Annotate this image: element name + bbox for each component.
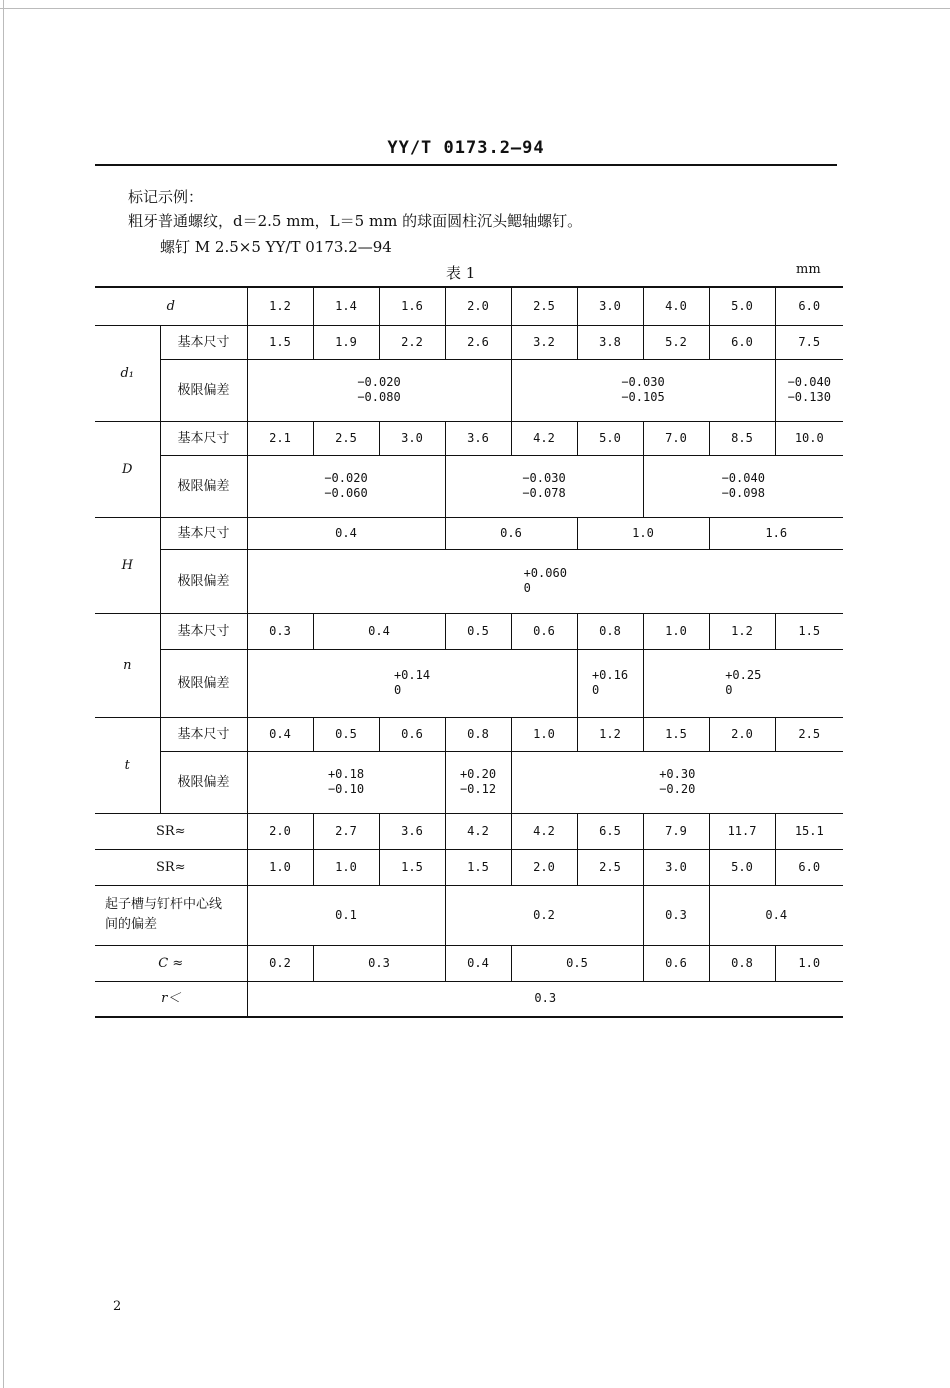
table-row [95, 359, 843, 421]
offset-value: 0.4 [709, 885, 843, 945]
d1-basic: 2.2 [379, 325, 445, 359]
table-row [95, 517, 843, 549]
D-basic: 3.6 [445, 421, 511, 455]
d-value: 4.0 [643, 287, 709, 325]
sr-value: 15.1 [775, 813, 843, 849]
n-basic: 1.2 [709, 613, 775, 649]
D-basic: 5.0 [577, 421, 643, 455]
row-label-d: d [95, 287, 247, 325]
example-description: 粗牙普通螺纹，d＝2.5 mm，L＝5 mm 的球面圆柱沉头鳃轴螺钉。 [128, 212, 583, 230]
C-value: 0.2 [247, 945, 313, 981]
C-value: 0.5 [511, 945, 643, 981]
sr-value: 6.5 [577, 813, 643, 849]
d-value: 1.2 [247, 287, 313, 325]
table-row [95, 613, 843, 649]
d-value: 1.4 [313, 287, 379, 325]
D-basic: 8.5 [709, 421, 775, 455]
t-basic: 1.2 [577, 717, 643, 751]
table-row [95, 287, 843, 325]
n-basic: 1.0 [643, 613, 709, 649]
table-row [95, 981, 843, 1017]
t-tolerance: +0.18 −0.10 [247, 751, 445, 813]
example-designation: 螺钉 M 2.5×5 YY/T 0173.2—94 [160, 238, 392, 256]
row-label-n: n [95, 613, 160, 717]
row-label-t: t [95, 717, 160, 813]
page-number: 2 [113, 1299, 122, 1314]
n-tolerance: +0.16 0 [577, 649, 643, 717]
d-value: 5.0 [709, 287, 775, 325]
C-value: 1.0 [775, 945, 843, 981]
sr-value: 7.9 [643, 813, 709, 849]
n-basic: 0.8 [577, 613, 643, 649]
sr-value: 11.7 [709, 813, 775, 849]
sr-value: 1.5 [379, 849, 445, 885]
n-basic: 0.6 [511, 613, 577, 649]
d1-tolerance: −0.020 −0.080 [247, 359, 511, 421]
C-value: 0.3 [313, 945, 445, 981]
r-value: 0.3 [247, 981, 843, 1017]
tolerance-label: 极限偏差 [160, 751, 247, 813]
D-basic: 10.0 [775, 421, 843, 455]
basic-size-label: 基本尺寸 [160, 517, 247, 549]
table-row [95, 849, 843, 885]
H-basic: 1.0 [577, 517, 709, 549]
n-tolerance: +0.14 0 [247, 649, 577, 717]
table-row [95, 945, 843, 981]
offset-value: 0.3 [643, 885, 709, 945]
offset-value: 0.1 [247, 885, 445, 945]
t-basic: 1.0 [511, 717, 577, 751]
sr-value: 4.2 [445, 813, 511, 849]
d1-basic: 7.5 [775, 325, 843, 359]
basic-size-label: 基本尺寸 [160, 717, 247, 751]
sr-value: 3.6 [379, 813, 445, 849]
offset-value: 0.2 [445, 885, 643, 945]
t-tolerance: +0.30 −0.20 [511, 751, 843, 813]
H-basic: 0.4 [247, 517, 445, 549]
t-basic: 2.5 [775, 717, 843, 751]
table-row [95, 455, 843, 517]
row-label-sr: SR≈ [95, 813, 247, 849]
sr-value: 2.0 [511, 849, 577, 885]
table-unit: mm [796, 262, 821, 277]
tolerance-label: 极限偏差 [160, 359, 247, 421]
table-row [95, 649, 843, 717]
tolerance-label: 极限偏差 [160, 455, 247, 517]
t-basic: 0.6 [379, 717, 445, 751]
tolerance-label: 极限偏差 [160, 649, 247, 717]
row-label-D: D [95, 421, 160, 517]
C-value: 0.6 [643, 945, 709, 981]
table-row [95, 813, 843, 849]
t-basic: 2.0 [709, 717, 775, 751]
sr-value: 1.0 [313, 849, 379, 885]
scan-edge-top [0, 8, 950, 9]
sr-value: 1.5 [445, 849, 511, 885]
row-label-slot-offset: 起子槽与钉杆中心线 间的偏差 [95, 885, 247, 945]
d1-tolerance: −0.030 −0.105 [511, 359, 775, 421]
row-label-H: H [95, 517, 160, 613]
d1-basic: 1.5 [247, 325, 313, 359]
sr-value: 4.2 [511, 813, 577, 849]
row-label-C: C ≈ [95, 945, 247, 981]
document-code: YY/T 0173.2—94 [387, 138, 545, 158]
t-basic: 0.5 [313, 717, 379, 751]
H-basic: 1.6 [709, 517, 843, 549]
basic-size-label: 基本尺寸 [160, 325, 247, 359]
sr-value: 6.0 [775, 849, 843, 885]
D-tolerance: −0.040 −0.098 [643, 455, 843, 517]
C-value: 0.8 [709, 945, 775, 981]
d1-basic: 1.9 [313, 325, 379, 359]
row-label-d1: d₁ [95, 325, 160, 421]
d1-basic: 5.2 [643, 325, 709, 359]
document-header [95, 138, 837, 166]
row-label-r: r＜ [95, 981, 247, 1017]
n-basic: 0.5 [445, 613, 511, 649]
n-basic: 1.5 [775, 613, 843, 649]
example-heading: 标记示例： [128, 188, 204, 206]
t-basic: 0.4 [247, 717, 313, 751]
n-basic: 0.4 [313, 613, 445, 649]
table-row [95, 717, 843, 751]
d1-basic: 3.2 [511, 325, 577, 359]
sr-value: 2.0 [247, 813, 313, 849]
table-row [95, 549, 843, 613]
d1-basic: 2.6 [445, 325, 511, 359]
sr-value: 5.0 [709, 849, 775, 885]
D-basic: 4.2 [511, 421, 577, 455]
d1-basic: 6.0 [709, 325, 775, 359]
d-value: 6.0 [775, 287, 843, 325]
n-tolerance: +0.25 0 [643, 649, 843, 717]
d-value: 3.0 [577, 287, 643, 325]
D-tolerance: −0.030 −0.078 [445, 455, 643, 517]
table-row [95, 751, 843, 813]
table-row [95, 325, 843, 359]
D-basic: 2.1 [247, 421, 313, 455]
table-row [95, 885, 843, 945]
t-tolerance: +0.20 −0.12 [445, 751, 511, 813]
d-value: 2.0 [445, 287, 511, 325]
dimension-table [95, 286, 843, 1018]
d-value: 1.6 [379, 287, 445, 325]
C-value: 0.4 [445, 945, 511, 981]
t-basic: 1.5 [643, 717, 709, 751]
n-basic: 0.3 [247, 613, 313, 649]
basic-size-label: 基本尺寸 [160, 613, 247, 649]
sr-value: 2.7 [313, 813, 379, 849]
D-basic: 2.5 [313, 421, 379, 455]
D-basic: 7.0 [643, 421, 709, 455]
table-title: 表 1 [446, 264, 476, 282]
sr-value: 1.0 [247, 849, 313, 885]
D-basic: 3.0 [379, 421, 445, 455]
tolerance-label: 极限偏差 [160, 549, 247, 613]
t-basic: 0.8 [445, 717, 511, 751]
d1-tolerance: −0.040 −0.130 [775, 359, 843, 421]
basic-size-label: 基本尺寸 [160, 421, 247, 455]
sr-value: 2.5 [577, 849, 643, 885]
d-value: 2.5 [511, 287, 577, 325]
table-row [95, 421, 843, 455]
sr-value: 3.0 [643, 849, 709, 885]
d1-basic: 3.8 [577, 325, 643, 359]
scan-edge-left [3, 0, 4, 1388]
D-tolerance: −0.020 −0.060 [247, 455, 445, 517]
H-tolerance: +0.060 0 [247, 549, 843, 613]
H-basic: 0.6 [445, 517, 577, 549]
row-label-sr: SR≈ [95, 849, 247, 885]
